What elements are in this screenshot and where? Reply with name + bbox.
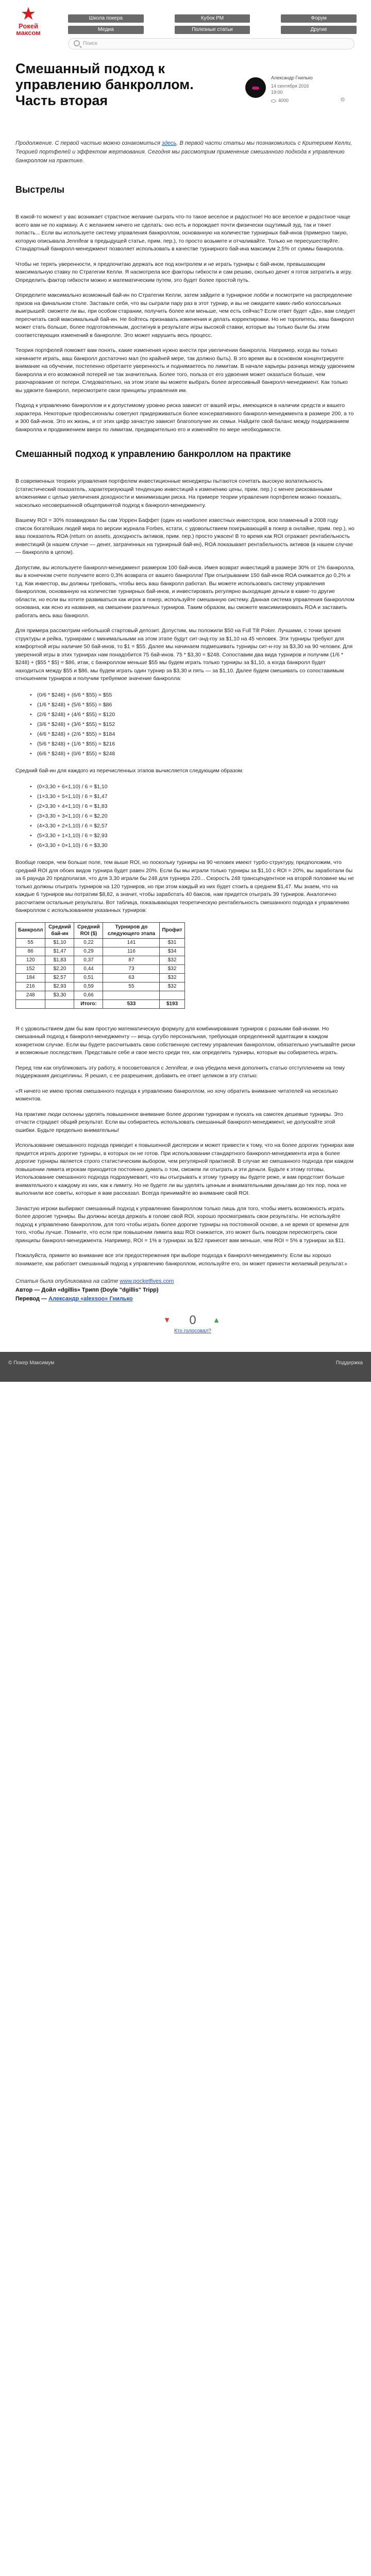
views-count — [271, 97, 289, 105]
table-cell — [45, 999, 74, 1008]
table-header: Турниров до следующего этапа — [103, 922, 160, 938]
paragraph: Подход к управлению банкроллом и к допустимому уровню риска зависит от вашей игры, имеющихся в наличии средств и вашего характера. Некоторые профессионалы советуют придерживаться более консервативного банкролл-менеджмента в размере 200, а то и 300 бай-инов. Это их жизнь, и от этих цифр зачастую зависит благополучие их семьи. Найдите свой баланс между поддержанием банкролла и продвижением вверх по лимитам, предварительно его и изменяйте по мере необходимости. — [15, 402, 354, 433]
table-cell: 73 — [103, 964, 160, 973]
intro-text-2: . В первой части статьи мы познакомились с Критерием Келли, Теорией портфелей и эффектом жертвования. Сегодня мы рассмотрим применение смешанного подхода к управлению банкроллом на практике. — [15, 140, 352, 164]
table-cell: 248 — [16, 991, 45, 999]
paragraph: Чтобы не терять уверенности, я предпочитаю держать все под контролем и не играть турниры с бай-ином, превышающим максимальную ставку по Стратегии Келли. Я насмотрела все факторы гибкости и сам решаю, сколько денег я готов затратить в игру. Определить фактор гибкости можно и математическим путем, это будет более простой путь. — [15, 261, 352, 283]
section-title-practice: Смешанный подход к управлению банкроллом на практике — [15, 449, 291, 459]
eye-icon — [271, 99, 276, 103]
nav-item-other[interactable]: Другие — [281, 26, 357, 34]
table-cell: 0,29 — [74, 947, 103, 956]
list-item: • (5/6 * $248) + (1/6 * $55) = $216 — [32, 739, 356, 749]
table-row — [16, 982, 185, 991]
author-label: Автор — — [15, 1287, 42, 1293]
table-row — [16, 964, 185, 973]
results-table — [15, 922, 185, 1009]
paragraph: На практике люди склонны уделять повышенное внимание более дорогим турнирам и пускать на самотек дешевые турниры. Это отчасти страдает общий результат. Если вы собираетесь использовать смешанный банкролл-менеджмент, не допускайте этой ошибки. Будьте предельно внимательны! — [15, 1111, 343, 1133]
table-cell: 0,59 — [74, 982, 103, 991]
spacer — [7, 465, 364, 478]
title-block — [7, 61, 364, 139]
footer-support-link[interactable]: Поддержка — [335, 1360, 363, 1366]
nav-item-forum[interactable]: Форум — [281, 14, 357, 23]
table-header: Банкролл — [16, 922, 45, 938]
paragraph: Перед тем как опубликовать эту работу, я посоветовался с Jennifear, и она убедила меня дополнить статью отступлением на тему поддержания дисциплины. Я решил, с ее разрешения, добавить ее ответ целиком в эту статью: — [15, 1064, 345, 1079]
nav-item-cup[interactable]: Кубок РМ — [175, 14, 250, 23]
list-item: • (6×3,30 + 0×1,10) / 6 = $3,30 — [32, 841, 356, 851]
site-footer — [0, 1352, 371, 1382]
intro-link[interactable]: здесь — [161, 140, 177, 146]
star-icon: ★ — [20, 4, 37, 24]
paragraph: В какой-то момент у вас возникает страстное желание сыграть что-то такое веселое и радостное! Но все веселое и радостное чаще всего вам не по карману. А с желанием ничего не сделать: оно есть и порождает почти физически ощутимый зуд, так и тянет попасть... Если вы используете систему управления банкроллом, основанную на количестве турнирных бай-инов (примерно такую, которую описывала Jennifear в предыдущей статье, прим. пер.), то просто возьмите и отчаливайте. Только не пересушествуйте. Стандартный банкролл-менеджмент позволяет использовать в качестве турнирного бай-ина максимум 2,5% от суммы банкролла. — [15, 214, 350, 252]
site-logo[interactable] — [6, 5, 50, 36]
search-input[interactable] — [68, 38, 355, 49]
table-cell: $34 — [160, 947, 184, 956]
table-header: Средний ROI ($) — [74, 922, 103, 938]
table-cell: $1,47 — [45, 947, 74, 956]
gear-icon[interactable]: ⚙ — [340, 97, 345, 103]
list-item: • (1/6 * $248) + (5/6 * $55) = $86 — [32, 700, 356, 710]
table-cell: $2,57 — [45, 973, 74, 982]
paragraph: Вашему ROI = 30% позавидовал бы сам Уоррен Баффет (один из наиболее известных инвесторов, всю пламенный в 2008 году список богатейших людей мира по версии журнала Forbes, кстати, с удовольствием поигрывающий в покер в онлайне, прим. пер.), но ваш показатель ROA (return on assets, доходность активов, прим. пер.) просто ужасен! В то время как ROI отражает рентабельность инвестиций (в нашем случае — денег, затраченных на турнирный бай-ин), ROA показывает рентабельность активов (в нашем случае — банкролла в целом). — [15, 517, 355, 555]
avatar[interactable] — [245, 77, 266, 98]
spacer — [7, 201, 364, 213]
publish-date: 14 сентября 2016 — [271, 83, 309, 89]
table-cell: 0,22 — [74, 938, 103, 947]
table-cell: $2,93 — [45, 982, 74, 991]
article-title: Смешанный подход к управлению банкроллом. Часть вторая — [15, 61, 194, 108]
paragraph: Использование смешанного подхода приводит к повышенной дисперсии и может привести к тому, что на более дорогих турнирах вам придется играть дорогие турниры, в которых он не готов. При использовании стандартного банкролл-менеджмента игра в более дорогие турниры является строго статистическим выбором, чем регулярной практикой. В случае же смешанного подхода при каждом повышении лимита игрокам приходится постоянно думать о том, сможем ли отыграть и эти деньги. Будьте к этому готовы. Использование смешанного подхода подразумевает, что вы отыгрывать к этому турниру вы будете реже, и вам предстоит больше внимательного к каждому из них, как к лимиту. Но не будете ли вы уделять ценным и внимательными деньгами до тех пор, пока не выполнили все советы, которые я вам рассказал. Всегда принимайте во внимание свой ROI. — [15, 1142, 354, 1196]
table-cell: 0,66 — [74, 991, 103, 999]
table-cell: $193 — [160, 999, 184, 1008]
table-cell: $32 — [160, 956, 184, 964]
list-item: • (4/6 * $248) + (2/6 * $55) = $184 — [32, 730, 356, 739]
table-row — [16, 947, 185, 956]
table-cell: 120 — [16, 956, 45, 964]
thumbs-up-icon[interactable]: ▲ — [212, 1316, 221, 1325]
paragraph: Пожалуйста, примите во внимание все эти предостережения при выборе подхода к банкролл-менеджменту. Если вы хорошо понимаете, как работает смешанный подход к управлению банкроллом, используйте его, он может принести желаемый результат.» — [15, 1252, 348, 1267]
table-cell: 533 — [103, 999, 160, 1008]
article-container — [0, 61, 371, 1340]
table-cell: 216 — [16, 982, 45, 991]
table-cell: $32 — [160, 982, 184, 991]
table-cell: 55 — [16, 938, 45, 947]
logo-text: Рокей — [18, 22, 39, 30]
table-cell: 152 — [16, 964, 45, 973]
paragraph: Для примера рассмотрим небольшой стартовый депозит. Допустим, мы положили $50 на Full Tilt Poker. Лучшими, с точки зрения структуры и рейка, турнирами с минимальными на этом этапе будут сит-энд-гоу за $1,10 на 45 человек. Эти турниры требуют для комфортной игры наличие 50 бай-инов, то $1 = $55. Далее мы начинаем подмешивать турниры сит-н-гоу за $3,30 на 90 человек. Для уверенной игры в этих турнирах нам понадобится 75 бай-инов. 75 * $3,30 = $248. Сопоставим два вида турниров и получим (1/6 * $248) + ($55 * $5) = $86, итак, с банкроллом меньше $55 мы будем играть только турниры за $1,10, а когда банкролл будет находиться между $55 и $86, мы будем играть один турнир за $3,30 и пять — за $1,10. Далее будем смешивать со сопоставимым отношением турниров и получим требуемое значение банкролла: — [15, 628, 353, 682]
list-item: • (4×3,30 + 2×1,10) / 6 = $2,57 — [32, 821, 356, 831]
paragraph: В современных теориях управления портфелем инвестиционные менеджеры пытаются сочетать высокую волатильность (статистический показатель, характеризующий тенденцию инвестиций к изменению цены, прим. пер.) с менее рискованными вложениями с целью увеличения доходности и минимизации риска. На примере теории управления портфелем можно показать, насколько несовершенной общепринятой подход к банкролл-менеджменту. — [15, 478, 342, 509]
logo-subtext: максом — [16, 29, 41, 37]
translator-link[interactable]: Александр «alexsoo» Гнилько — [48, 1296, 133, 1302]
author-box — [245, 73, 364, 120]
avatar-mark — [252, 87, 259, 90]
voters-link[interactable]: Кто голосовал? — [174, 1328, 211, 1334]
list-item: • (0×3,30 + 6×1,10) / 6 = $1,10 — [32, 782, 356, 792]
main-nav — [68, 14, 357, 34]
table-cell: 87 — [103, 956, 160, 964]
table-header-row — [16, 922, 185, 938]
search-icon — [74, 40, 80, 46]
table-total-row — [16, 999, 185, 1008]
list-item: • (0/6 * $248) + (6/6 * $55) = $55 — [32, 690, 356, 700]
table-cell: 0,37 — [74, 956, 103, 964]
article-intro — [15, 139, 356, 165]
table-cell: 0,51 — [74, 973, 103, 982]
nav-item-media[interactable]: Медиа — [68, 26, 144, 34]
search-placeholder: Поиск — [83, 41, 97, 46]
table-cell: 116 — [103, 947, 160, 956]
spacer — [7, 1013, 364, 1025]
table-cell: $31 — [160, 938, 184, 947]
author-name[interactable]: Александр Гнилько — [271, 75, 313, 80]
table-cell: 63 — [103, 973, 160, 982]
source-label: Статья была опубликована на сайте — [15, 1278, 120, 1284]
table-cell: 141 — [103, 938, 160, 947]
thumbs-down-icon[interactable]: ▼ — [163, 1316, 171, 1325]
list-item: • (2/6 * $248) + (4/6 * $55) = $120 — [32, 710, 356, 720]
footer-copyright: © Покер Максимум — [8, 1360, 55, 1366]
table-cell: $1,83 — [45, 956, 74, 964]
table-row — [16, 956, 185, 964]
source-link[interactable]: www.pocketfives.com — [120, 1278, 174, 1284]
paragraph: Допустим, вы используете банкролл-менеджмент размером 100 бай-инов. Имея возврат инвестиций в размере 30% от 1% банкролла, вы в конечном счете получаете всего 0,3% возврата от вашего банкролла! При отыгрывании 150 бай-инов ROA снижается до 0,2% и т.д. Как инвестор, вы должны требовать, чтобы весь ваш банкролл работал. Вы можете использовать систему управления банкроллом, основанную на количестве турнирных бай-инов, и инвестировать регулярно выходящие деньги в какие-то другие области, но если вы хотите развиваться как игрок в покер, используйте смешанную систему. Данная система управления банкроллом основана, как ясно из названия, на смешении различных турниров. Таким образом, вы сможете максимизировать ROA и заставить работать весь ваш банкролл. — [15, 564, 355, 619]
paragraph: Я с удовольствием дам бы вам простую математическую формулу для комбинирования турниров с разными бай-инами. Но смешанный подход к банкролл-менеджменту — вещь сугубо персональная, требующая определенной адаптации в каждом конкретном случае. Если вы будете рассчитывать свою собственную систему управления банкроллом, обязательно учитывайте риски и возможные последствия. Представьте себе и свое место среди тех, как определить турниры, которые вы собираетесь играть. — [15, 1025, 356, 1056]
paragraph: «Я ничего не имею против смешанного подхода к управлению банкроллом, но хочу обратить внимание читателей на несколько моментов. — [15, 1088, 338, 1102]
table-row — [16, 991, 185, 999]
table-cell: 0,44 — [74, 964, 103, 973]
list-item: • (3/6 * $248) + (3/6 * $55) = $152 — [32, 720, 356, 730]
table-cell: $1,10 — [45, 938, 74, 947]
table-cell: $32 — [160, 964, 184, 973]
buyin-formula-list — [32, 782, 356, 851]
list-item: • (6/6 * $248) + (0/6 * $55) = $248 — [32, 749, 356, 759]
section-title-shots: Выстрелы — [15, 184, 65, 195]
source-line — [15, 1277, 356, 1286]
table-cell: $3,30 — [45, 991, 74, 999]
list-item: • (3×3,30 + 3×1,10) / 6 = $2,20 — [32, 811, 356, 821]
translator-label: Перевод — — [15, 1296, 49, 1302]
table-cell: Итого: — [74, 999, 103, 1008]
author-value: Дойл «dgillis» Трипп (Doyle "dgillis" Tripp) — [41, 1287, 159, 1293]
author-line — [15, 1286, 356, 1295]
table-row — [16, 973, 185, 982]
rating-value: 0 — [189, 1313, 196, 1327]
site-header — [0, 0, 371, 61]
list-item: • (2×3,30 + 4×1,10) / 6 = $1,83 — [32, 802, 356, 811]
list-item: • (1×3,30 + 5×1,10) / 6 = $1,47 — [32, 792, 356, 802]
nav-item-articles[interactable]: Полезные статьи — [175, 26, 250, 34]
paragraph: Вообще говоря, чем больше поле, тем выше ROI, но поскольку турниры на 90 человек имеют турбо-структуру, предположим, что средний ROI для обоих видов турнира будет равен 20%. Если бы мы играли только турниры за $1,10 с ROI = 20%, вы заработали бы за 6 раунда 20 предполагая, что для 3,30 играли бы 248 для турнира 220... Скорость 248 трансцендентное на второй половине мы не только должны отыграть турниров на 120 турниров, но при этом каждый из них будет стоить в среднем $1,47. Мы знаем, что на каждые 6 турниров мы потратим $8,82, а значит, чтобы заработать 40 баксов, нам придется отыграть 39 турниров. Аналогично рассчитаем остальные результаты. Вот таблица, показывающая теоретическую рентабельность смешанного подхода к управлению банкроллом с использованием указанных турниров: — [15, 859, 354, 913]
bankroll-formula-list — [32, 690, 356, 759]
paragraph: Определите максимально возможный бай-ин по Стратегии Келли, затем зайдите в турнирное лобби и посмотрите на распределение призов на финальном столе. Заставьте себя, что вы сыграли пару раз в этот турнир, и вы не ожидаете каких-либо колоссальных выигрышей: сможете ли вы, при особом старании, получить более или меньше, чем есть сейчас? Если ответ будет «Да», вам следует пересчитать свой максимальный бай-ин. Не бойтесь признавать изменения и делать корректировки. Но не торопитесь, ваш банкролл может стать больше, более подготовленным, достигнув в результате игры высокой ставки, которые вы только были бы этим соответствующих изменений в банкролле. Это может нарушить весь процесс. — [15, 292, 356, 338]
table-cell: 86 — [16, 947, 45, 956]
paragraph: Теория портфелей поможет вам понять, какие изменения нужно внести при увеличении банкролла. Например, когда вы только начинаете играть, ваш банкролл достаточно мал (по крайней мере, так должно быть). В это время вы в основном концентрируете внимание на обучении, постепенно обретаете уверенность и поднимаетесь по лимитам. В начале карьеры разница между удвоением банкролла и его возможной потерей не так значительна. Более того, польза от его удвоения может оказаться больше, чем разочарование от потери. Следовательно, на этом этапе вы можете выбрать более агрессивный банкролл-менеджмент. Как только вы удвоите банкролл, пересмотрите свои принципы управления им. — [15, 347, 355, 394]
table-header: Средний бай-ин — [45, 922, 74, 938]
table-row — [16, 938, 185, 947]
views-value: 4000 — [278, 98, 289, 103]
publish-time: 19:00 — [271, 90, 283, 95]
table-cell: $2,20 — [45, 964, 74, 973]
table-cell: 184 — [16, 973, 45, 982]
table-cell — [103, 991, 160, 999]
article-credits — [15, 1277, 356, 1303]
translator-line — [15, 1295, 356, 1303]
table-cell: $32 — [160, 973, 184, 982]
table-cell: 55 — [103, 982, 160, 991]
rating-row — [146, 1313, 239, 1328]
nav-item-poker-school[interactable]: Школа покера — [68, 14, 144, 23]
table-header: Профит — [160, 922, 184, 938]
list-item: • (5×3,30 + 1×1,10) / 6 = $2,93 — [32, 831, 356, 841]
intro-text-1: Продолжение. С первой частью можно ознакомиться — [15, 140, 162, 146]
paragraph: Зачастую игроки выбирают смешанный подход к управлению банкроллом только лишь для того, чтобы иметь возможность играть более дорогие турниры. Вы должны всегда держать в голове свой ROI, хорошо просматривать свои результаты. Не используйте подход к управлению банкроллом, для того чтобы играть более дорогие турниры на постоянной основе, а не время от времени для того, чтобы лучше. Помните, что если при повышении лимита ваш ROI снижается, это может быть поводом пересмотреть свои принципы банкролл-менеджмента. Например, ROI = 1% в турнирах за $22 принесет вам меньше, чем ROI = 5% в турнирах за $11. — [15, 1205, 349, 1244]
rating-widget — [7, 1309, 364, 1340]
table-cell — [160, 991, 184, 999]
paragraph: Средний бай-ин для каждого из перечисленных этапов вычисляется следующим образом: — [15, 767, 244, 774]
table-cell — [16, 999, 45, 1008]
